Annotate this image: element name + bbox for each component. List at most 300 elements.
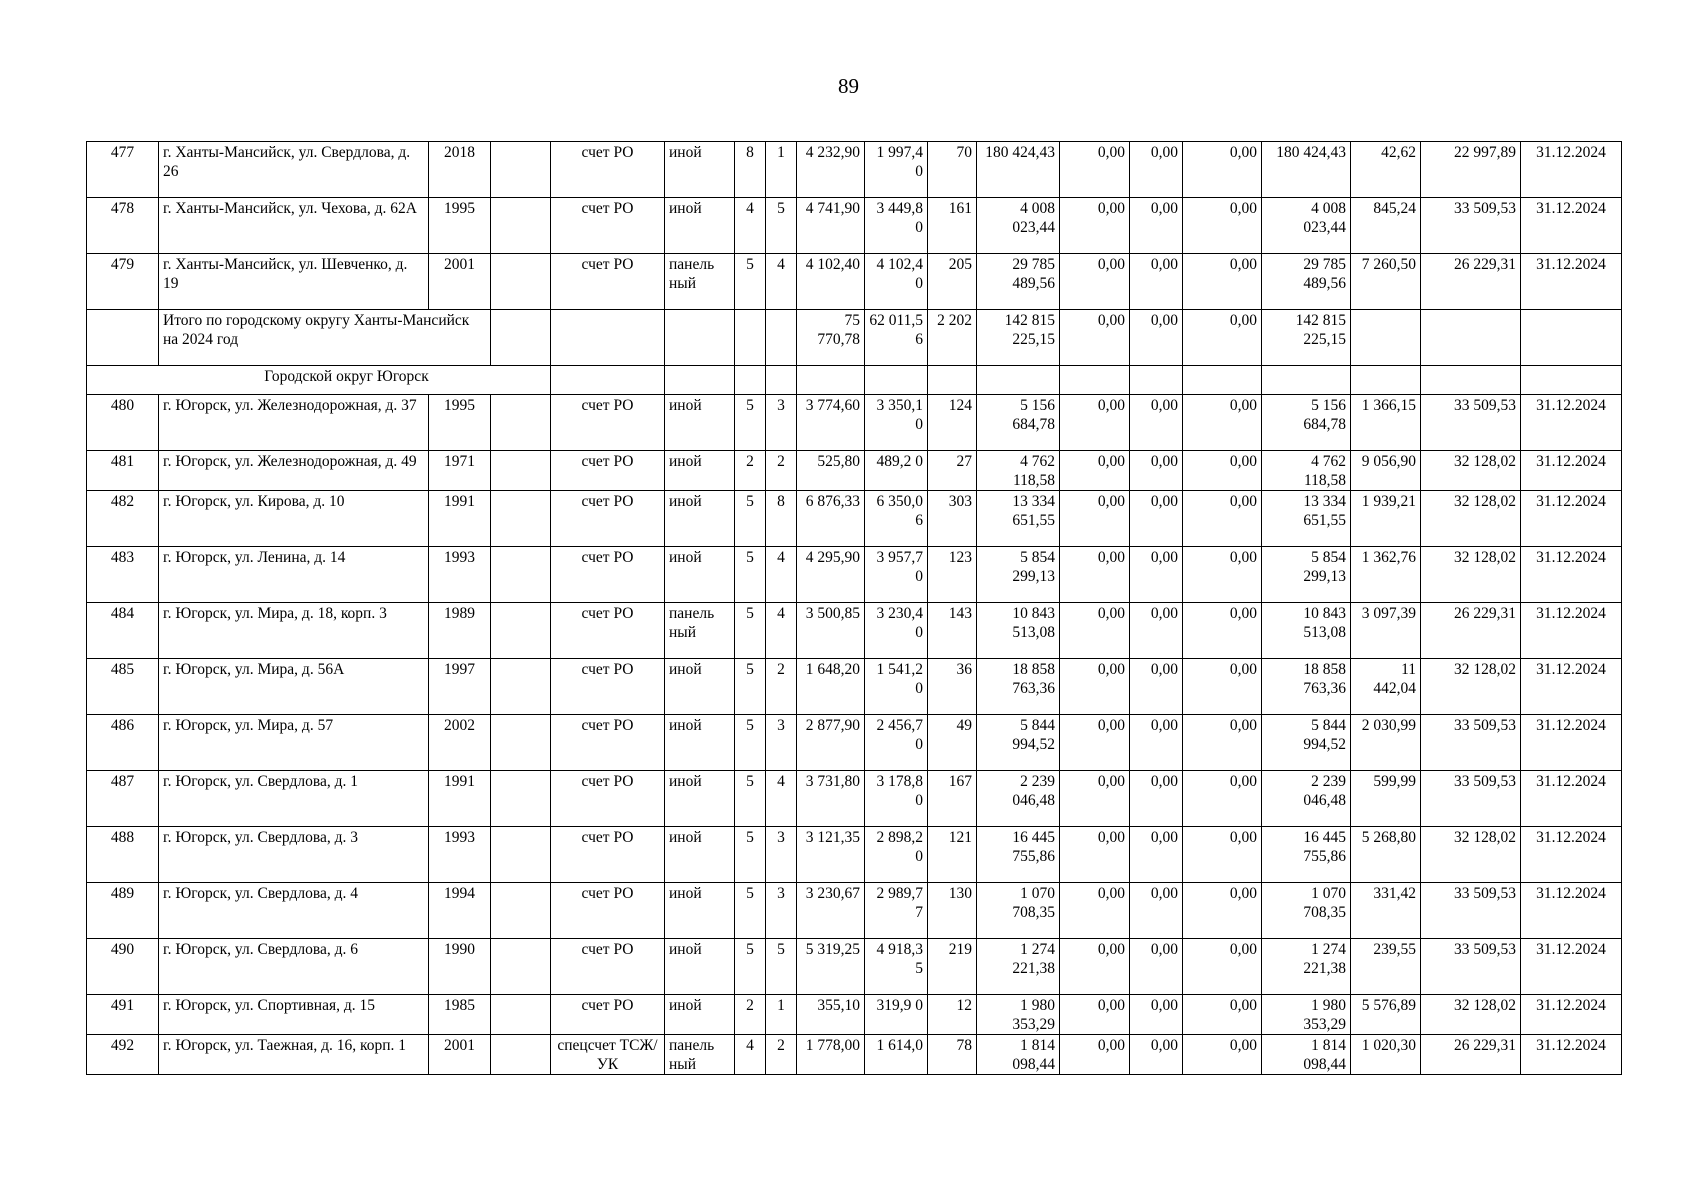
area-living-cell: 2 456,7 0 [865,715,928,771]
empty-cell [491,939,551,995]
cost-total-cell: 1 070 708,35 [977,883,1060,939]
cost-fund-cell: 10 843 513,08 [1262,603,1351,659]
cost-total-cell: 1 814 098,44 [977,1035,1060,1075]
cost-cell: 0,00 [1130,995,1183,1035]
cost-cell: 0,00 [1060,142,1130,198]
cost-cell: 0,00 [1183,491,1262,547]
floors-cell: 5 [735,395,766,451]
material-cell: иной [665,995,735,1035]
area-total-cell: 3 774,60 [797,395,865,451]
limit-cost-cell: 32 128,02 [1421,547,1521,603]
table-row [87,995,1622,1035]
empty-cell [977,366,1060,395]
table-row [87,198,1622,254]
entrances-cell: 3 [766,395,797,451]
table-row [87,395,1622,451]
entrances-cell: 4 [766,603,797,659]
material-cell: иной [665,547,735,603]
cost-cell: 0,00 [1060,491,1130,547]
cost-cell: 0,00 [1130,254,1183,310]
row-number: 491 [87,995,159,1035]
account-cell: счет РО [551,995,665,1035]
address-cell: г. Югорск, ул. Мира, д. 56А [159,659,429,715]
limit-cost-cell: 26 229,31 [1421,254,1521,310]
cost-cell: 0,00 [1183,827,1262,883]
area-living-cell: 3 230,4 0 [865,603,928,659]
section-header-row [87,366,1622,395]
empty-cell [1421,366,1521,395]
residents-cell: 161 [928,198,977,254]
row-number: 484 [87,603,159,659]
entrances-cell: 3 [766,715,797,771]
cost-cell: 0,00 [1060,883,1130,939]
cost-cell: 0,00 [1183,939,1262,995]
account-cell: счет РО [551,827,665,883]
cost-cell: 0,00 [1060,198,1130,254]
table-row [87,771,1622,827]
residents-cell: 303 [928,491,977,547]
date-cell: 31.12.2024 [1521,491,1622,547]
empty-cell [491,395,551,451]
empty-cell [1521,310,1622,366]
account-cell: счет РО [551,142,665,198]
cost-fund-cell: 2 239 046,48 [1262,771,1351,827]
residents-cell: 205 [928,254,977,310]
entrances-cell: 3 [766,883,797,939]
empty-cell [491,1035,551,1075]
floors-cell: 5 [735,715,766,771]
residents-cell: 124 [928,395,977,451]
cost-total-cell: 16 445 755,86 [977,827,1060,883]
cost-cell: 0,00 [1130,603,1183,659]
date-cell: 31.12.2024 [1521,715,1622,771]
material-cell: иной [665,715,735,771]
limit-cost-cell: 33 509,53 [1421,395,1521,451]
unit-cost-cell: 5 268,80 [1351,827,1421,883]
floors-cell: 2 [735,995,766,1035]
cost-total-cell: 29 785 489,56 [977,254,1060,310]
year-cell: 2002 [429,715,491,771]
date-cell: 31.12.2024 [1521,254,1622,310]
address-cell: г. Югорск, ул. Кирова, д. 10 [159,491,429,547]
section-title: Городской округ Югорск [87,366,551,395]
table-row [87,659,1622,715]
cost-cell: 0,00 [1060,603,1130,659]
cost-cell: 0,00 [1183,547,1262,603]
empty-cell [491,451,551,491]
area-total-cell: 75 770,78 [797,310,865,366]
residents-cell: 78 [928,1035,977,1075]
material-cell: иной [665,395,735,451]
entrances-cell: 4 [766,547,797,603]
area-total-cell: 4 102,40 [797,254,865,310]
address-cell: г. Югорск, ул. Ленина, д. 14 [159,547,429,603]
cost-total-cell: 10 843 513,08 [977,603,1060,659]
limit-cost-cell: 32 128,02 [1421,659,1521,715]
year-cell: 1994 [429,883,491,939]
cost-cell: 0,00 [1183,142,1262,198]
account-cell: счет РО [551,395,665,451]
empty-cell [1351,366,1421,395]
capital-repair-table [86,141,1622,1075]
empty-cell [551,310,665,366]
unit-cost-cell: 9 056,90 [1351,451,1421,491]
area-total-cell: 355,10 [797,995,865,1035]
cost-total-cell: 4 008 023,44 [977,198,1060,254]
area-living-cell: 2 989,7 7 [865,883,928,939]
area-living-cell: 3 449,8 0 [865,198,928,254]
area-living-cell: 3 957,7 0 [865,547,928,603]
cost-cell: 0,00 [1183,659,1262,715]
date-cell: 31.12.2024 [1521,1035,1622,1075]
row-number: 478 [87,198,159,254]
residents-cell: 219 [928,939,977,995]
empty-cell [1060,366,1130,395]
unit-cost-cell: 1 020,30 [1351,1035,1421,1075]
empty-cell [1351,310,1421,366]
date-cell: 31.12.2024 [1521,603,1622,659]
row-number: 486 [87,715,159,771]
empty-cell [665,310,735,366]
floors-cell: 5 [735,771,766,827]
empty-cell [491,995,551,1035]
empty-cell [491,883,551,939]
residents-cell: 12 [928,995,977,1035]
empty-cell [491,603,551,659]
area-total-cell: 4 295,90 [797,547,865,603]
unit-cost-cell: 42,62 [1351,142,1421,198]
limit-cost-cell: 26 229,31 [1421,1035,1521,1075]
cost-fund-cell: 5 844 994,52 [1262,715,1351,771]
cost-fund-cell: 5 854 299,13 [1262,547,1351,603]
year-cell: 1993 [429,827,491,883]
limit-cost-cell: 33 509,53 [1421,715,1521,771]
empty-cell [928,366,977,395]
floors-cell: 5 [735,827,766,883]
cost-total-cell: 18 858 763,36 [977,659,1060,715]
year-cell: 1997 [429,659,491,715]
year-cell: 1991 [429,491,491,547]
address-cell: г. Югорск, ул. Таежная, д. 16, корп. 1 [159,1035,429,1075]
cost-cell: 0,00 [1130,715,1183,771]
cost-total-cell: 13 334 651,55 [977,491,1060,547]
material-cell: иной [665,198,735,254]
area-total-cell: 525,80 [797,451,865,491]
residents-cell: 167 [928,771,977,827]
cost-cell: 0,00 [1060,451,1130,491]
account-cell: счет РО [551,491,665,547]
empty-cell [491,827,551,883]
row-number: 479 [87,254,159,310]
cost-fund-cell: 1 814 098,44 [1262,1035,1351,1075]
entrances-cell: 4 [766,771,797,827]
cost-cell: 0,00 [1060,771,1130,827]
residents-cell: 130 [928,883,977,939]
material-cell: иной [665,451,735,491]
address-cell: г. Ханты-Мансийск, ул. Чехова, д. 62А [159,198,429,254]
area-total-cell: 3 731,80 [797,771,865,827]
entrances-cell: 4 [766,254,797,310]
account-cell: счет РО [551,659,665,715]
area-living-cell: 1 997,4 0 [865,142,928,198]
empty-cell [1421,310,1521,366]
residents-cell: 27 [928,451,977,491]
row-number: 481 [87,451,159,491]
address-cell: г. Югорск, ул. Свердлова, д. 6 [159,939,429,995]
residents-cell: 70 [928,142,977,198]
cost-cell: 0,00 [1183,883,1262,939]
cost-cell: 0,00 [1183,198,1262,254]
cost-cell: 0,00 [1183,395,1262,451]
table-row [87,142,1622,198]
area-living-cell: 1 541,2 0 [865,659,928,715]
table-row [87,254,1622,310]
row-number: 488 [87,827,159,883]
address-cell: г. Югорск, ул. Железнодорожная, д. 37 [159,395,429,451]
cost-fund-cell: 1 274 221,38 [1262,939,1351,995]
area-living-cell: 3 178,8 0 [865,771,928,827]
material-cell: панель ный [665,1035,735,1075]
residents-cell: 123 [928,547,977,603]
unit-cost-cell: 1 362,76 [1351,547,1421,603]
account-cell: счет РО [551,198,665,254]
year-cell: 2001 [429,1035,491,1075]
cost-total-cell: 180 424,43 [977,142,1060,198]
limit-cost-cell: 33 509,53 [1421,771,1521,827]
material-cell: панель ный [665,603,735,659]
cost-total-cell: 5 844 994,52 [977,715,1060,771]
row-number: 485 [87,659,159,715]
date-cell: 31.12.2024 [1521,395,1622,451]
area-total-cell: 2 877,90 [797,715,865,771]
year-cell: 1971 [429,451,491,491]
table-row [87,715,1622,771]
cost-cell: 0,00 [1060,547,1130,603]
empty-cell [491,491,551,547]
area-total-cell: 4 741,90 [797,198,865,254]
cost-fund-cell: 13 334 651,55 [1262,491,1351,547]
floors-cell: 2 [735,451,766,491]
cost-cell: 0,00 [1060,1035,1130,1075]
cost-total-cell: 4 762 118,58 [977,451,1060,491]
row-number: 490 [87,939,159,995]
year-cell: 1993 [429,547,491,603]
cost-cell: 0,00 [1130,883,1183,939]
cost-fund-cell: 18 858 763,36 [1262,659,1351,715]
empty-cell [551,366,665,395]
cost-fund-cell: 4 008 023,44 [1262,198,1351,254]
empty-cell [491,254,551,310]
date-cell: 31.12.2024 [1521,995,1622,1035]
year-cell: 1991 [429,771,491,827]
cost-cell: 0,00 [1130,547,1183,603]
floors-cell: 5 [735,491,766,547]
unit-cost-cell: 239,55 [1351,939,1421,995]
area-total-cell: 5 319,25 [797,939,865,995]
date-cell: 31.12.2024 [1521,771,1622,827]
entrances-cell: 5 [766,198,797,254]
account-cell: счет РО [551,939,665,995]
floors-cell: 8 [735,142,766,198]
area-living-cell: 4 102,4 0 [865,254,928,310]
cost-fund-cell: 1 980 353,29 [1262,995,1351,1035]
empty-cell [1183,366,1262,395]
entrances-cell: 2 [766,659,797,715]
account-cell: счет РО [551,603,665,659]
cost-fund-cell: 180 424,43 [1262,142,1351,198]
cost-cell: 0,00 [1060,310,1130,366]
subtotal-row [87,310,1622,366]
address-cell: г. Ханты-Мансийск, ул. Свердлова, д. 26 [159,142,429,198]
floors-cell: 5 [735,547,766,603]
date-cell: 31.12.2024 [1521,198,1622,254]
cost-cell: 0,00 [1060,827,1130,883]
limit-cost-cell: 22 997,89 [1421,142,1521,198]
cost-cell: 0,00 [1060,715,1130,771]
cost-cell: 0,00 [1060,659,1130,715]
cost-cell: 0,00 [1130,451,1183,491]
cost-cell: 0,00 [1130,310,1183,366]
floors-cell: 4 [735,1035,766,1075]
limit-cost-cell: 33 509,53 [1421,883,1521,939]
area-total-cell: 1 778,00 [797,1035,865,1075]
limit-cost-cell: 33 509,53 [1421,198,1521,254]
entrances-cell: 8 [766,491,797,547]
row-number: 492 [87,1035,159,1075]
address-cell: г. Югорск, ул. Мира, д. 18, корп. 3 [159,603,429,659]
cost-total-cell: 1 274 221,38 [977,939,1060,995]
table-row [87,883,1622,939]
date-cell: 31.12.2024 [1521,659,1622,715]
empty-cell [491,547,551,603]
table-row [87,939,1622,995]
empty-cell [766,310,797,366]
year-cell: 1989 [429,603,491,659]
account-cell: счет РО [551,771,665,827]
area-living-cell: 2 898,2 0 [865,827,928,883]
address-cell: г. Югорск, ул. Свердлова, д. 1 [159,771,429,827]
cost-total-cell: 1 980 353,29 [977,995,1060,1035]
address-cell: г. Югорск, ул. Мира, д. 57 [159,715,429,771]
limit-cost-cell: 32 128,02 [1421,827,1521,883]
area-living-cell: 62 011,5 6 [865,310,928,366]
cost-fund-cell: 142 815 225,15 [1262,310,1351,366]
cost-total-cell: 5 854 299,13 [977,547,1060,603]
empty-cell [865,366,928,395]
cost-fund-cell: 1 070 708,35 [1262,883,1351,939]
cost-cell: 0,00 [1130,395,1183,451]
table-row [87,1035,1622,1075]
material-cell: иной [665,491,735,547]
cost-cell: 0,00 [1060,939,1130,995]
unit-cost-cell: 1 366,15 [1351,395,1421,451]
cost-cell: 0,00 [1130,142,1183,198]
material-cell: иной [665,939,735,995]
material-cell: иной [665,142,735,198]
area-total-cell: 4 232,90 [797,142,865,198]
unit-cost-cell: 2 030,99 [1351,715,1421,771]
address-cell: г. Югорск, ул. Свердлова, д. 3 [159,827,429,883]
empty-cell [1262,366,1351,395]
material-cell: иной [665,771,735,827]
cost-fund-cell: 16 445 755,86 [1262,827,1351,883]
table-row [87,603,1622,659]
cost-fund-cell: 29 785 489,56 [1262,254,1351,310]
entrances-cell: 1 [766,142,797,198]
cost-cell: 0,00 [1130,198,1183,254]
cost-cell: 0,00 [1183,995,1262,1035]
cost-fund-cell: 4 762 118,58 [1262,451,1351,491]
cost-cell: 0,00 [1130,1035,1183,1075]
material-cell: иной [665,659,735,715]
year-cell: 2001 [429,254,491,310]
area-total-cell: 3 121,35 [797,827,865,883]
limit-cost-cell: 32 128,02 [1421,491,1521,547]
date-cell: 31.12.2024 [1521,451,1622,491]
entrances-cell: 1 [766,995,797,1035]
table-row [87,451,1622,491]
unit-cost-cell: 845,24 [1351,198,1421,254]
row-number: 482 [87,491,159,547]
material-cell: панель ный [665,254,735,310]
empty-cell [491,659,551,715]
floors-cell: 5 [735,883,766,939]
date-cell: 31.12.2024 [1521,547,1622,603]
limit-cost-cell: 32 128,02 [1421,995,1521,1035]
subtotal-label: Итого по городскому округу Ханты-Мансийск на 2024 год [159,310,491,366]
area-living-cell: 319,9 0 [865,995,928,1035]
empty-cell [491,310,551,366]
unit-cost-cell: 1 939,21 [1351,491,1421,547]
empty-cell [491,142,551,198]
empty-cell [1130,366,1183,395]
cost-cell: 0,00 [1060,995,1130,1035]
address-cell: г. Ханты-Мансийск, ул. Шевченко, д. 19 [159,254,429,310]
empty-cell [491,198,551,254]
material-cell: иной [665,827,735,883]
table-row [87,827,1622,883]
residents-cell: 143 [928,603,977,659]
account-cell: спецсчет ТСЖ/УК [551,1035,665,1075]
empty-cell [735,310,766,366]
empty-cell [87,310,159,366]
cost-cell: 0,00 [1130,771,1183,827]
area-living-cell: 6 350,0 6 [865,491,928,547]
cost-cell: 0,00 [1130,491,1183,547]
cost-cell: 0,00 [1183,603,1262,659]
year-cell: 2018 [429,142,491,198]
unit-cost-cell: 7 260,50 [1351,254,1421,310]
empty-cell [797,366,865,395]
cost-cell: 0,00 [1130,659,1183,715]
cost-fund-cell: 5 156 684,78 [1262,395,1351,451]
entrances-cell: 2 [766,451,797,491]
cost-cell: 0,00 [1060,254,1130,310]
cost-cell: 0,00 [1183,1035,1262,1075]
empty-cell [491,715,551,771]
residents-cell: 49 [928,715,977,771]
date-cell: 31.12.2024 [1521,939,1622,995]
year-cell: 1995 [429,198,491,254]
date-cell: 31.12.2024 [1521,883,1622,939]
row-number: 483 [87,547,159,603]
empty-cell [491,771,551,827]
limit-cost-cell: 26 229,31 [1421,603,1521,659]
year-cell: 1985 [429,995,491,1035]
area-total-cell: 3 500,85 [797,603,865,659]
area-living-cell: 4 918,3 5 [865,939,928,995]
empty-cell [665,366,735,395]
